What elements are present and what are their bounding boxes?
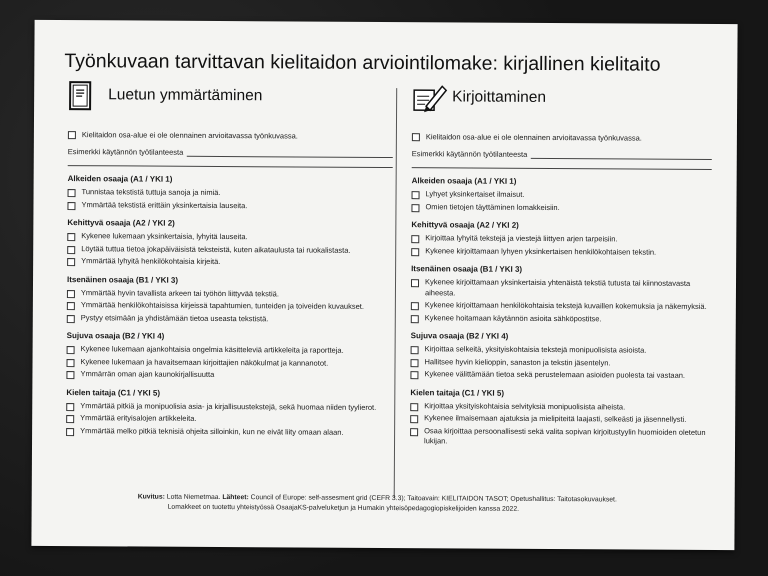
sources-label: Lähteet: [222,494,249,502]
checklist-item-label: Pystyy etsimään ja yhdistämään tietoa useasta tekstistä. [80,312,269,323]
level-heading: Sujuva osaaja (B2 / YKI 4) [410,331,509,341]
assessment-form-paper [31,20,737,550]
checkbox[interactable] [411,346,419,354]
checklist-item-label: Omien tietojen täyttäminen lomakkeisiin. [425,201,560,212]
checklist-item[interactable] [411,246,711,258]
level-heading: Kehittyvä osaaja (A2 / YKI 2) [67,218,175,228]
checklist-item-label: Ymmärrän oman ajan kaunokirjallisuutta [80,369,215,379]
checklist-item[interactable] [411,300,711,312]
checklist-item[interactable] [67,344,392,356]
checkbox[interactable] [67,346,75,354]
checklist-item-label: Osaa kirjoittaa persoonallisesti sekä valita sopivan kirjoitustyylin huomioiden oletetun lukijan. [424,425,706,446]
checklist-item-label: Tunnistaa tekstistä tuttuja sanoja ja nimiä. [81,187,221,197]
example-line-2[interactable] [68,156,393,168]
checklist-item[interactable] [411,202,711,214]
reading-sections [66,174,393,438]
book-icon [68,80,94,117]
checklist-item-label: Kirjoittaa lyhyitä tekstejä ja viestejä liittyen arjen tarpeisiin. [425,233,618,244]
checkbox[interactable] [67,246,75,254]
checklist-item[interactable] [67,256,392,268]
page-title: Työnkuvaan tarvittavan kielitaidon arviointilomake: kirjallinen kielitaito [64,50,661,76]
checkbox[interactable] [411,302,419,310]
checklist-item[interactable] [66,426,391,438]
checkbox[interactable] [411,204,419,212]
level-heading: Alkeiden osaaja (A1 / YKI 1) [411,176,517,186]
checklist-item-label: Hallitsee hyvin kielioppin, sanaston ja tekstin jäsentelyn. [424,356,611,367]
reading-heading: Luetun ymmärtäminen [108,86,263,105]
reading-optout-row[interactable] [68,130,393,141]
production-note: Lomakkeet on tuotettu yhteistyössä OsaajaKS-palveluketjun ja Humakin yhteisöpedagogiopiskelijoiden kanssa 2022. [167,503,520,513]
example-line-2[interactable] [412,158,712,170]
checklist-item-label: Ymmärtää lyhyitä henkilökohtaisia kirjeitä. [81,256,221,266]
writing-optout-row[interactable] [412,132,712,143]
writing-sections [410,176,712,448]
sources-text: Council of Europe: self-assesment grid (CEFR 3.3); Taitoavain: KIELITAIDON TASOT; Opetushallitus: Taitotasokuvaukset. [250,494,617,504]
checklist-item[interactable] [66,401,391,413]
checklist-item[interactable] [66,413,391,425]
level-heading: Sujuva osaaja (B2 / YKI 4) [66,331,165,341]
level-heading: Kielen taitaja (C1 / YKI 5) [410,387,505,398]
checklist-item[interactable] [67,244,392,256]
writing-example-field[interactable] [412,149,712,160]
checklist-item-label: Kykenee välittämään tietoa sekä perustelemaan asioiden puolesta tai vastaan. [424,369,686,380]
writing-header [412,80,712,128]
checkbox[interactable] [67,315,75,323]
checkbox[interactable] [68,189,76,197]
level-heading: Kehittyvä osaaja (A2 / YKI 2) [411,220,519,230]
checkbox[interactable] [67,202,75,210]
checklist-item-label: Ymmärtää tekstistä erittäin yksinkertaisia lauseita. [81,199,248,210]
checklist-item-label: Kirjoittaa yksityiskohtaisia selvityksiä monipuolisista aiheista. [424,400,626,411]
optout-label: Kielitaidon osa-alue ei ole olennainen arvioitavassa työnkuvassa. [81,130,298,141]
checklist-item-label: Kykenee lukemaan ajankohtaisia ongelmia käsitteleviä artikkeleita ja raportteja. [80,344,344,355]
checklist-item[interactable] [411,313,711,325]
writing-heading: Kirjoittaminen [452,88,547,106]
checkbox[interactable] [66,415,74,423]
checklist-item[interactable] [411,277,711,300]
checklist-item[interactable] [66,357,391,369]
checklist-item[interactable] [410,357,710,369]
checklist-item-label: Ymmärtää erityisalojen artikkeleita. [80,413,197,423]
illustration-label: Kuvitus: [137,493,165,501]
checkbox[interactable] [66,428,74,436]
checkbox[interactable] [66,359,74,367]
checkbox[interactable] [68,131,76,139]
checkbox[interactable] [412,133,420,141]
checklist-item[interactable] [410,413,710,425]
checkbox[interactable] [411,359,419,367]
level-heading: Kielen taitaja (C1 / YKI 5) [66,387,161,398]
checklist-item[interactable] [66,369,391,381]
checklist-item[interactable] [411,233,711,245]
checklist-item-label: Ymmärtää pitkiä ja monipuolisia asia- ja kirjallisuustekstejä, sekä huomaa niiden tyylierot. [80,400,377,412]
example-line[interactable] [187,149,393,158]
checkbox[interactable] [67,233,75,241]
checkbox[interactable] [412,191,420,199]
reading-column [66,78,393,440]
checklist-item-label: Kykenee kirjoittamaan lyhyen yksinkertaisen henkilökohtaisen tekstin. [425,245,657,257]
checkbox[interactable] [411,235,419,243]
checklist-item-label: Kykenee hoitamaan käytännön asioita sähköpostitse. [424,312,602,323]
level-heading: Itsenäinen osaaja (B1 / YKI 3) [67,274,179,285]
checkbox[interactable] [66,371,74,379]
checkbox[interactable] [410,403,418,411]
checklist-item[interactable] [412,189,712,201]
checkbox[interactable] [67,302,75,310]
reading-header [68,78,393,126]
checklist-item-label: Ymmärtää melko pitkiä teknisiä ohjeita silloinkin, kun ne eivät liity omaan alaan. [80,425,344,437]
checkbox[interactable] [411,279,419,287]
illustration-credit: Lotta Niemetmaa. [166,493,221,502]
checklist-item-label: Löytää tuttua tietoa jokapäiväisistä teksteistä, kuten aikataulusta tai ruokalistasta. [81,243,351,255]
column-divider [394,88,398,498]
credits [138,492,698,515]
checklist-item-label: Kykenee lukemaan yksinkertaisia, lyhyitä lauseita. [81,231,248,242]
checkbox[interactable] [411,315,419,323]
pencil-writing-icon [412,82,448,119]
checklist-item-label: Kykenee kirjoittamaan henkilökohtaisia tekstejä kuvaillen kokemuksia ja näkemyksiä. [424,300,707,311]
level-heading: Itsenäinen osaaja (B1 / YKI 3) [411,264,523,274]
checklist-item[interactable] [68,187,393,199]
checklist-item[interactable] [411,344,711,356]
checklist-item-label: Ymmärtää hyvin tavallista arkeen tai työhön liittyvää tekstiä. [80,287,279,298]
checklist-item[interactable] [410,369,710,381]
checkbox[interactable] [410,371,418,379]
checklist-item-label: Kykenee lukemaan ja havaitsemaan kirjoittajien näkökulmat ja kannanotot. [80,356,329,368]
example-line[interactable] [531,151,712,160]
checklist-item[interactable] [410,426,710,449]
checkbox[interactable] [66,403,74,411]
checklist-item[interactable] [67,313,392,325]
level-heading: Alkeiden osaaja (A1 / YKI 1) [67,174,173,184]
checkbox[interactable] [410,415,418,423]
example-label: Esimerkki käytännön työtilanteesta [411,149,528,159]
checklist-item[interactable] [67,200,392,212]
checklist-item-label: Ymmärtää henkilökohtaisissa kirjeissä tapahtumien, tunteiden ja toiveiden kuvaukset. [80,300,364,311]
checklist-item[interactable] [67,231,392,243]
checkbox[interactable] [67,290,75,298]
checklist-item-label: Lyhyet yksinkertaiset ilmaisut. [425,189,525,199]
checkbox[interactable] [411,248,419,256]
checklist-item[interactable] [410,401,710,413]
checklist-item-label: Kirjoittaa selkeitä, yksityiskohtaisia tekstejä monipuolisista asioista. [424,344,647,355]
checklist-item[interactable] [67,300,392,312]
checklist-item-label: Kykenee kirjoittamaan yksinkertaisia yhtenäistä tekstiä tutusta tai kiinnostavasta aiheesta. [424,277,691,297]
checklist-item[interactable] [67,288,392,300]
checklist-item-label: Kykenee ilmaisemaan ajatuksia ja mielipiteitä laajasti, selkeästi ja jäsennellysti. [424,413,687,424]
checkbox[interactable] [67,258,75,266]
checkbox[interactable] [410,428,418,436]
writing-column [410,80,712,450]
optout-label: Kielitaidon osa-alue ei ole olennainen arvioitavassa työnkuvassa. [425,132,642,143]
example-label: Esimerkki käytännön työtilanteesta [67,147,184,157]
